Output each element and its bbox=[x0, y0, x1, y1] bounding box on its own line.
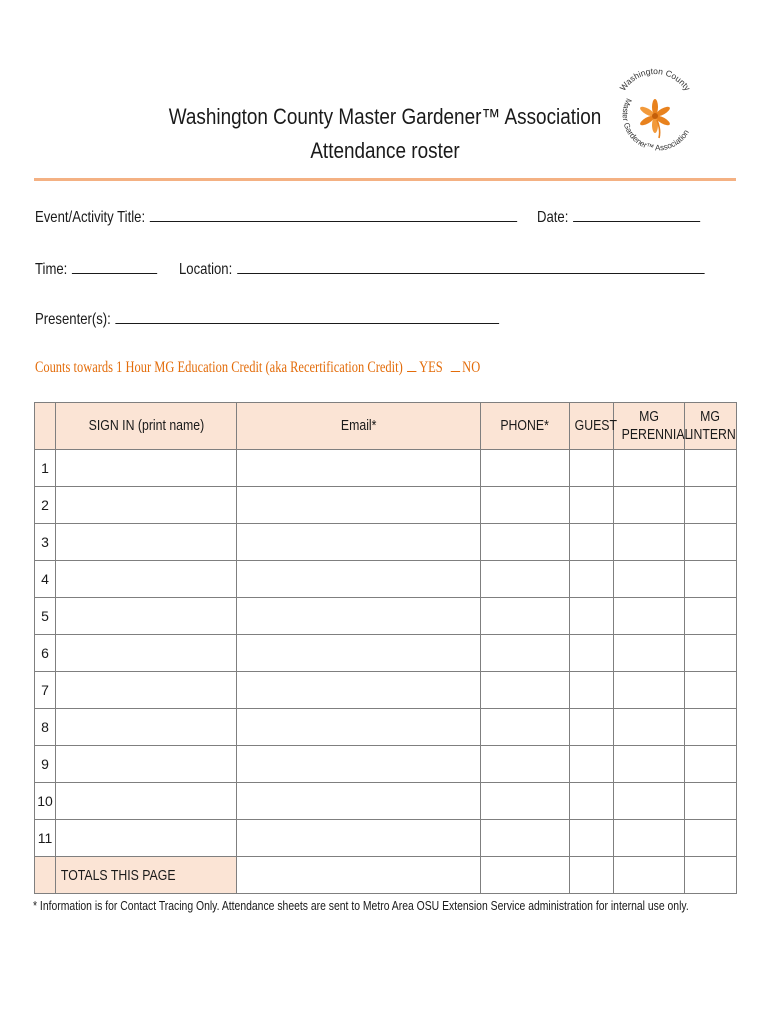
mg-intern-cell[interactable] bbox=[685, 487, 737, 524]
header-sign-in: SIGN IN (print name) bbox=[56, 403, 237, 450]
mg-perennial-cell[interactable] bbox=[614, 561, 685, 598]
phone-cell[interactable] bbox=[481, 746, 570, 783]
totals-guest-cell[interactable] bbox=[570, 857, 614, 894]
mg-perennial-cell[interactable] bbox=[614, 450, 685, 487]
mg-perennial-cell[interactable] bbox=[614, 487, 685, 524]
mg-intern-cell[interactable] bbox=[685, 598, 737, 635]
table-row bbox=[35, 524, 737, 561]
email-cell[interactable] bbox=[237, 450, 481, 487]
date-field bbox=[537, 208, 700, 227]
presenters-field bbox=[35, 310, 500, 329]
credit-line bbox=[35, 358, 480, 377]
time-blank[interactable] bbox=[72, 260, 157, 274]
flower-icon bbox=[639, 99, 671, 138]
totals-phone-cell[interactable] bbox=[481, 857, 570, 894]
phone-cell[interactable] bbox=[481, 487, 570, 524]
guest-cell[interactable] bbox=[570, 487, 614, 524]
guest-cell[interactable] bbox=[570, 709, 614, 746]
table-row bbox=[35, 746, 737, 783]
totals-number-cell bbox=[35, 857, 56, 894]
mg-perennial-cell[interactable] bbox=[614, 524, 685, 561]
logo-text-top: Washington County bbox=[617, 65, 693, 93]
email-cell[interactable] bbox=[237, 746, 481, 783]
row-number: 11 bbox=[35, 820, 56, 857]
table-row bbox=[35, 709, 737, 746]
mg-perennial-cell[interactable] bbox=[614, 709, 685, 746]
mg-intern-cell[interactable] bbox=[685, 709, 737, 746]
presenters-blank[interactable] bbox=[116, 310, 500, 324]
date-label: Date: bbox=[537, 209, 569, 226]
guest-cell[interactable] bbox=[570, 746, 614, 783]
guest-cell[interactable] bbox=[570, 635, 614, 672]
table-row bbox=[35, 450, 737, 487]
row-number: 4 bbox=[35, 561, 56, 598]
guest-cell[interactable] bbox=[570, 783, 614, 820]
phone-cell[interactable] bbox=[481, 709, 570, 746]
email-cell[interactable] bbox=[237, 820, 481, 857]
totals-label: TOTALS THIS PAGE bbox=[60, 866, 176, 884]
guest-cell[interactable] bbox=[570, 450, 614, 487]
mg-intern-cell[interactable] bbox=[685, 450, 737, 487]
header-phone: PHONE* bbox=[481, 403, 570, 450]
sign-in-cell[interactable] bbox=[56, 487, 237, 524]
mg-intern-cell[interactable] bbox=[685, 746, 737, 783]
email-cell[interactable] bbox=[237, 561, 481, 598]
credit-text: Counts towards 1 Hour MG Education Credit (aka Recertification Credit) bbox=[35, 359, 403, 376]
table-header-row bbox=[35, 403, 737, 450]
sign-in-cell[interactable] bbox=[56, 709, 237, 746]
mg-perennial-cell[interactable] bbox=[614, 635, 685, 672]
location-field bbox=[179, 260, 705, 279]
mg-perennial-cell[interactable] bbox=[614, 783, 685, 820]
footnote: * Information is for Contact Tracing Only. Attendance sheets are sent to Metro Area OSU Extension Service administration for internal use only. bbox=[33, 898, 689, 913]
email-cell[interactable] bbox=[237, 672, 481, 709]
mg-perennial-cell[interactable] bbox=[614, 672, 685, 709]
mg-intern-cell[interactable] bbox=[685, 524, 737, 561]
totals-row bbox=[35, 857, 737, 894]
event-title-field bbox=[35, 208, 517, 227]
sign-in-cell[interactable] bbox=[56, 524, 237, 561]
time-label: Time: bbox=[35, 261, 68, 278]
email-cell[interactable] bbox=[237, 524, 481, 561]
no-blank[interactable] bbox=[450, 358, 459, 372]
sign-in-cell[interactable] bbox=[56, 820, 237, 857]
presenters-label: Presenter(s): bbox=[35, 311, 111, 328]
logo-text-side: Master Gardener™ Association bbox=[620, 96, 691, 153]
header-email: Email* bbox=[237, 403, 481, 450]
association-logo bbox=[605, 58, 705, 168]
mg-perennial-cell[interactable] bbox=[614, 598, 685, 635]
guest-cell[interactable] bbox=[570, 561, 614, 598]
totals-label-cell bbox=[56, 857, 237, 894]
phone-cell[interactable] bbox=[481, 561, 570, 598]
row-number: 10 bbox=[35, 783, 56, 820]
guest-cell[interactable] bbox=[570, 820, 614, 857]
location-blank[interactable] bbox=[237, 260, 704, 274]
phone-cell[interactable] bbox=[481, 820, 570, 857]
row-number: 6 bbox=[35, 635, 56, 672]
guest-cell[interactable] bbox=[570, 598, 614, 635]
email-cell[interactable] bbox=[237, 487, 481, 524]
phone-cell[interactable] bbox=[481, 635, 570, 672]
sign-in-cell[interactable] bbox=[56, 783, 237, 820]
phone-cell[interactable] bbox=[481, 524, 570, 561]
date-blank[interactable] bbox=[573, 208, 700, 222]
mg-intern-cell[interactable] bbox=[685, 783, 737, 820]
attendance-table bbox=[34, 402, 737, 894]
email-cell[interactable] bbox=[237, 783, 481, 820]
location-label: Location: bbox=[179, 261, 233, 278]
row-number: 9 bbox=[35, 746, 56, 783]
totals-mg-intern-cell[interactable] bbox=[685, 857, 737, 894]
yes-blank[interactable] bbox=[407, 358, 416, 372]
sign-in-cell[interactable] bbox=[56, 561, 237, 598]
mg-intern-cell[interactable] bbox=[685, 561, 737, 598]
totals-mg-perennial-cell[interactable] bbox=[614, 857, 685, 894]
sign-in-cell[interactable] bbox=[56, 598, 237, 635]
totals-email-cell[interactable] bbox=[237, 857, 481, 894]
row-number: 8 bbox=[35, 709, 56, 746]
table-row bbox=[35, 561, 737, 598]
table-row bbox=[35, 598, 737, 635]
row-number: 1 bbox=[35, 450, 56, 487]
sign-in-cell[interactable] bbox=[56, 746, 237, 783]
page-title bbox=[157, 100, 613, 168]
title-line-1: Washington County Master Gardener™ Association bbox=[168, 104, 602, 129]
row-number: 5 bbox=[35, 598, 56, 635]
phone-cell[interactable] bbox=[481, 450, 570, 487]
row-number: 7 bbox=[35, 672, 56, 709]
yes-label: YES bbox=[419, 359, 443, 376]
phone-cell[interactable] bbox=[481, 783, 570, 820]
email-cell[interactable] bbox=[237, 598, 481, 635]
mg-intern-cell[interactable] bbox=[685, 672, 737, 709]
header-mg-intern: MG INTERN bbox=[685, 403, 737, 450]
header-mg-perennial: MG PERENNIAL bbox=[614, 403, 685, 450]
header-divider bbox=[34, 178, 736, 181]
header-number bbox=[35, 403, 56, 450]
title-line-2: Attendance roster bbox=[310, 138, 460, 163]
row-number: 2 bbox=[35, 487, 56, 524]
phone-cell[interactable] bbox=[481, 672, 570, 709]
guest-cell[interactable] bbox=[570, 524, 614, 561]
mg-perennial-cell[interactable] bbox=[614, 820, 685, 857]
table-row bbox=[35, 783, 737, 820]
table-row bbox=[35, 635, 737, 672]
no-label: NO bbox=[462, 359, 481, 376]
sign-in-cell[interactable] bbox=[56, 672, 237, 709]
guest-cell[interactable] bbox=[570, 672, 614, 709]
table-row bbox=[35, 672, 737, 709]
email-cell[interactable] bbox=[237, 635, 481, 672]
header-guest: GUEST bbox=[570, 403, 614, 450]
event-title-label: Event/Activity Title: bbox=[35, 209, 146, 226]
table-row bbox=[35, 487, 737, 524]
event-title-blank[interactable] bbox=[150, 208, 517, 222]
mg-perennial-cell[interactable] bbox=[614, 746, 685, 783]
sign-in-cell[interactable] bbox=[56, 450, 237, 487]
mg-intern-cell[interactable] bbox=[685, 635, 737, 672]
time-field bbox=[35, 260, 158, 279]
table-row bbox=[35, 820, 737, 857]
phone-cell[interactable] bbox=[481, 598, 570, 635]
row-number: 3 bbox=[35, 524, 56, 561]
email-cell[interactable] bbox=[237, 709, 481, 746]
mg-intern-cell[interactable] bbox=[685, 820, 737, 857]
sign-in-cell[interactable] bbox=[56, 635, 237, 672]
